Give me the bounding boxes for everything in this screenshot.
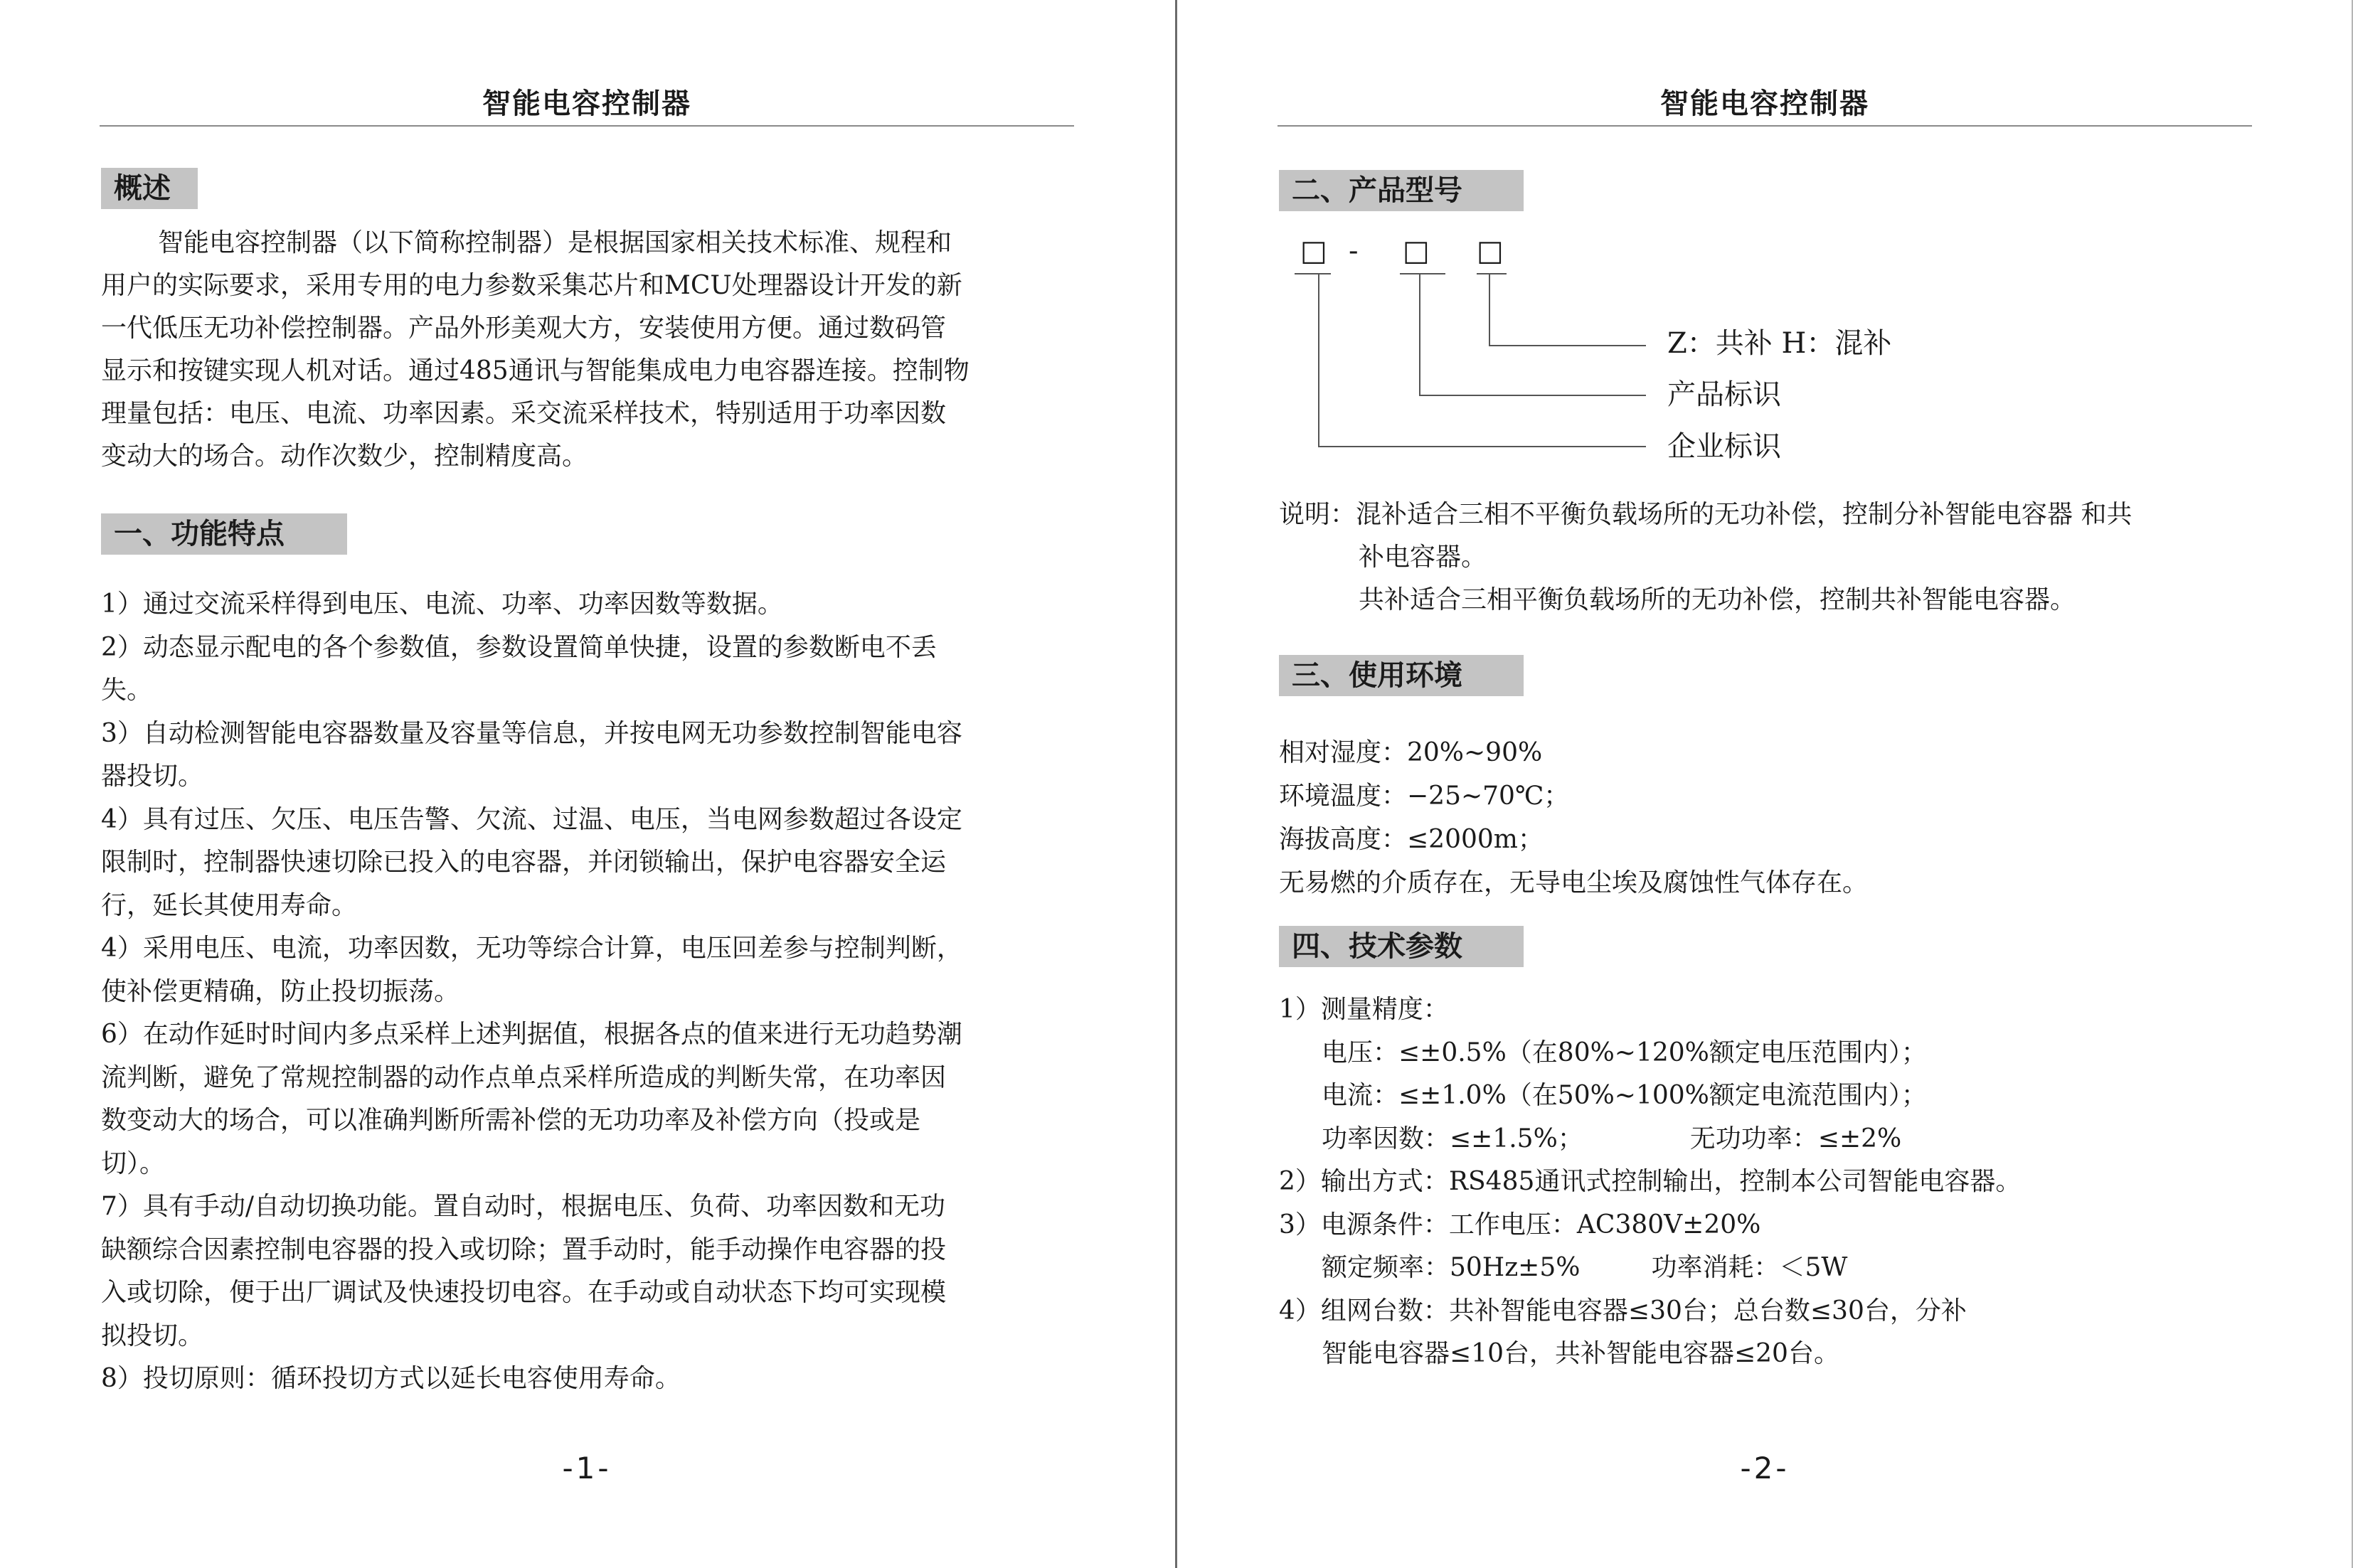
list-item: 3）自动检测智能电容器数量及容量等信息，并按电网无功参数控制智能电容 器投切。 [101, 718, 962, 791]
model-box: □ [1403, 235, 1430, 267]
overview-line: 用户的实际要求，采用专用的电力参数采集芯片和MCU处理器设计开发的新 [101, 271, 962, 300]
list-item: 相对湿度：20%~90% [1279, 738, 1543, 767]
consumption-value: 功率消耗：＜5W [1651, 1253, 1848, 1282]
page-header: 智能电容控制器 [1660, 87, 1869, 120]
page-number: -2- [1740, 1451, 1790, 1486]
parameters-heading: 四、技术参数 [1279, 926, 1524, 967]
features-list [101, 583, 1075, 1401]
page-header: 智能电容控制器 [482, 87, 691, 120]
list-item: 1）通过交流采样得到电压、电流、功率、功率因数等数据。 [101, 590, 783, 619]
overview-line: 显示和按键实现人机对话。通过485通讯与智能集成电力电容器连接。控制物 [101, 356, 970, 385]
list-item [1279, 1118, 2253, 1161]
list-item: 6）在动作延时时间内多点采样上述判据值，根据各点的值来进行无功趋势潮 流判断，避免了常规控制器的动作点单点采样所造成的判断失常，在功率因 数变动大的场合，可以准确判断所需补偿的无功功率及补偿方向（投或是 切）。 [101, 1020, 962, 1178]
right-page [1178, 0, 2353, 1568]
connector-line [1420, 274, 1646, 395]
list-item [1279, 1247, 2253, 1290]
parameters-list [1279, 988, 2253, 1376]
overview-line: 变动大的场合。动作次数少，控制精度高。 [101, 442, 588, 471]
list-item: 智能电容器≤10台，共补智能电容器≤20台。 [1322, 1339, 1839, 1368]
list-item: 2）动态显示配电的各个参数值，参数设置简单快捷，设置的参数断电不丢 失。 [101, 632, 937, 705]
power-factor-value: 功率因数：≤±1.5%； [1322, 1124, 1583, 1153]
environment-heading: 三、使用环境 [1279, 655, 1524, 696]
list-item: 4）组网台数：共补智能电容器≤30台；总台数≤30台，分补 [1279, 1296, 1967, 1326]
header-rule [100, 125, 1074, 127]
book-spine [1175, 0, 1177, 1568]
reactive-power-value: 无功功率：≤±2% [1689, 1124, 1902, 1153]
company-id-label: 企业标识 [1667, 430, 1781, 463]
page-number: -1- [562, 1451, 612, 1486]
connector-line [1319, 274, 1646, 447]
overview-line: 理量包括：电压、电流、功率因素。采交流采样技术，特别适用于功率因数 [101, 399, 947, 428]
list-item: 无易燃的介质存在，无导电尘埃及腐蚀性气体存在。 [1279, 868, 1869, 897]
list-item: 4）具有过压、欠压、电压告警、欠流、过温、电压，当电网参数超过各设定 限制时，控制器快速切除已投入的电容器，并闭锁输出，保护电容器安全运 行，延长其使用寿命。 [101, 804, 962, 920]
model-box: □ [1477, 235, 1504, 267]
environment-list [1279, 731, 2253, 905]
list-item: 2）输出方式：RS485通讯式控制输出，控制本公司智能电容器。 [1279, 1167, 2022, 1196]
left-page [0, 0, 1175, 1568]
list-item: 电压：≤±0.5%（在80%~120%额定电压范围内）； [1322, 1038, 1927, 1067]
list-item: 环境温度：−25~70℃； [1279, 782, 1570, 811]
model-note: 说明：混补适合三相不平衡负载场所的无功补偿，控制分补智能电容器 和共 补电容器。 共补适合三相平衡负载场所的无功补偿，控制共补智能电容器。 [1279, 500, 2132, 614]
list-item: 电流：≤±1.0%（在50%~100%额定电流范围内）； [1322, 1081, 1927, 1110]
list-item: 海拔高度：≤2000m； [1279, 825, 1544, 854]
model-box: □ [1300, 235, 1327, 267]
connector-line [1489, 274, 1646, 346]
model-dash: - [1349, 235, 1359, 267]
overview-line: 智能电容控制器（以下简称控制器）是根据国家相关技术标准、规程和 [158, 228, 952, 257]
list-item: 4）采用电压、电流，功率因数，无功等综合计算，电压回差参与控制判断， 使补偿更精确，防止投切振荡。 [101, 934, 962, 1006]
list-item: 7）具有手动/自动切换功能。置自动时，根据电压、负荷、功率因数和无功 缺额综合因素控制电容器的投入或切除；置手动时，能手动操作电容器的投 入或切除，便于出厂调试及快速投切电容。在手动或自动状态下均可实现模 拟投切。 [101, 1192, 947, 1350]
type-label: Z：共补 H：混补 [1667, 327, 1892, 360]
list-item: 3）电源条件：工作电压：AC380V±20% [1279, 1210, 1761, 1239]
list-item: 8）投切原则：循环投切方式以延长电容使用寿命。 [101, 1364, 681, 1393]
overview-line: 一代低压无功补偿控制器。产品外形美观大方，安装使用方便。通过数码管 [101, 314, 947, 343]
list-item: 1）测量精度： [1279, 995, 1449, 1024]
overview-heading: 概述 [101, 168, 198, 209]
model-heading: 二、产品型号 [1279, 170, 1524, 211]
features-heading: 一、功能特点 [101, 513, 347, 555]
frequency-value: 额定频率：50Hz±5% [1322, 1253, 1581, 1282]
product-id-label: 产品标识 [1667, 378, 1781, 411]
overview-paragraph [101, 222, 1075, 478]
